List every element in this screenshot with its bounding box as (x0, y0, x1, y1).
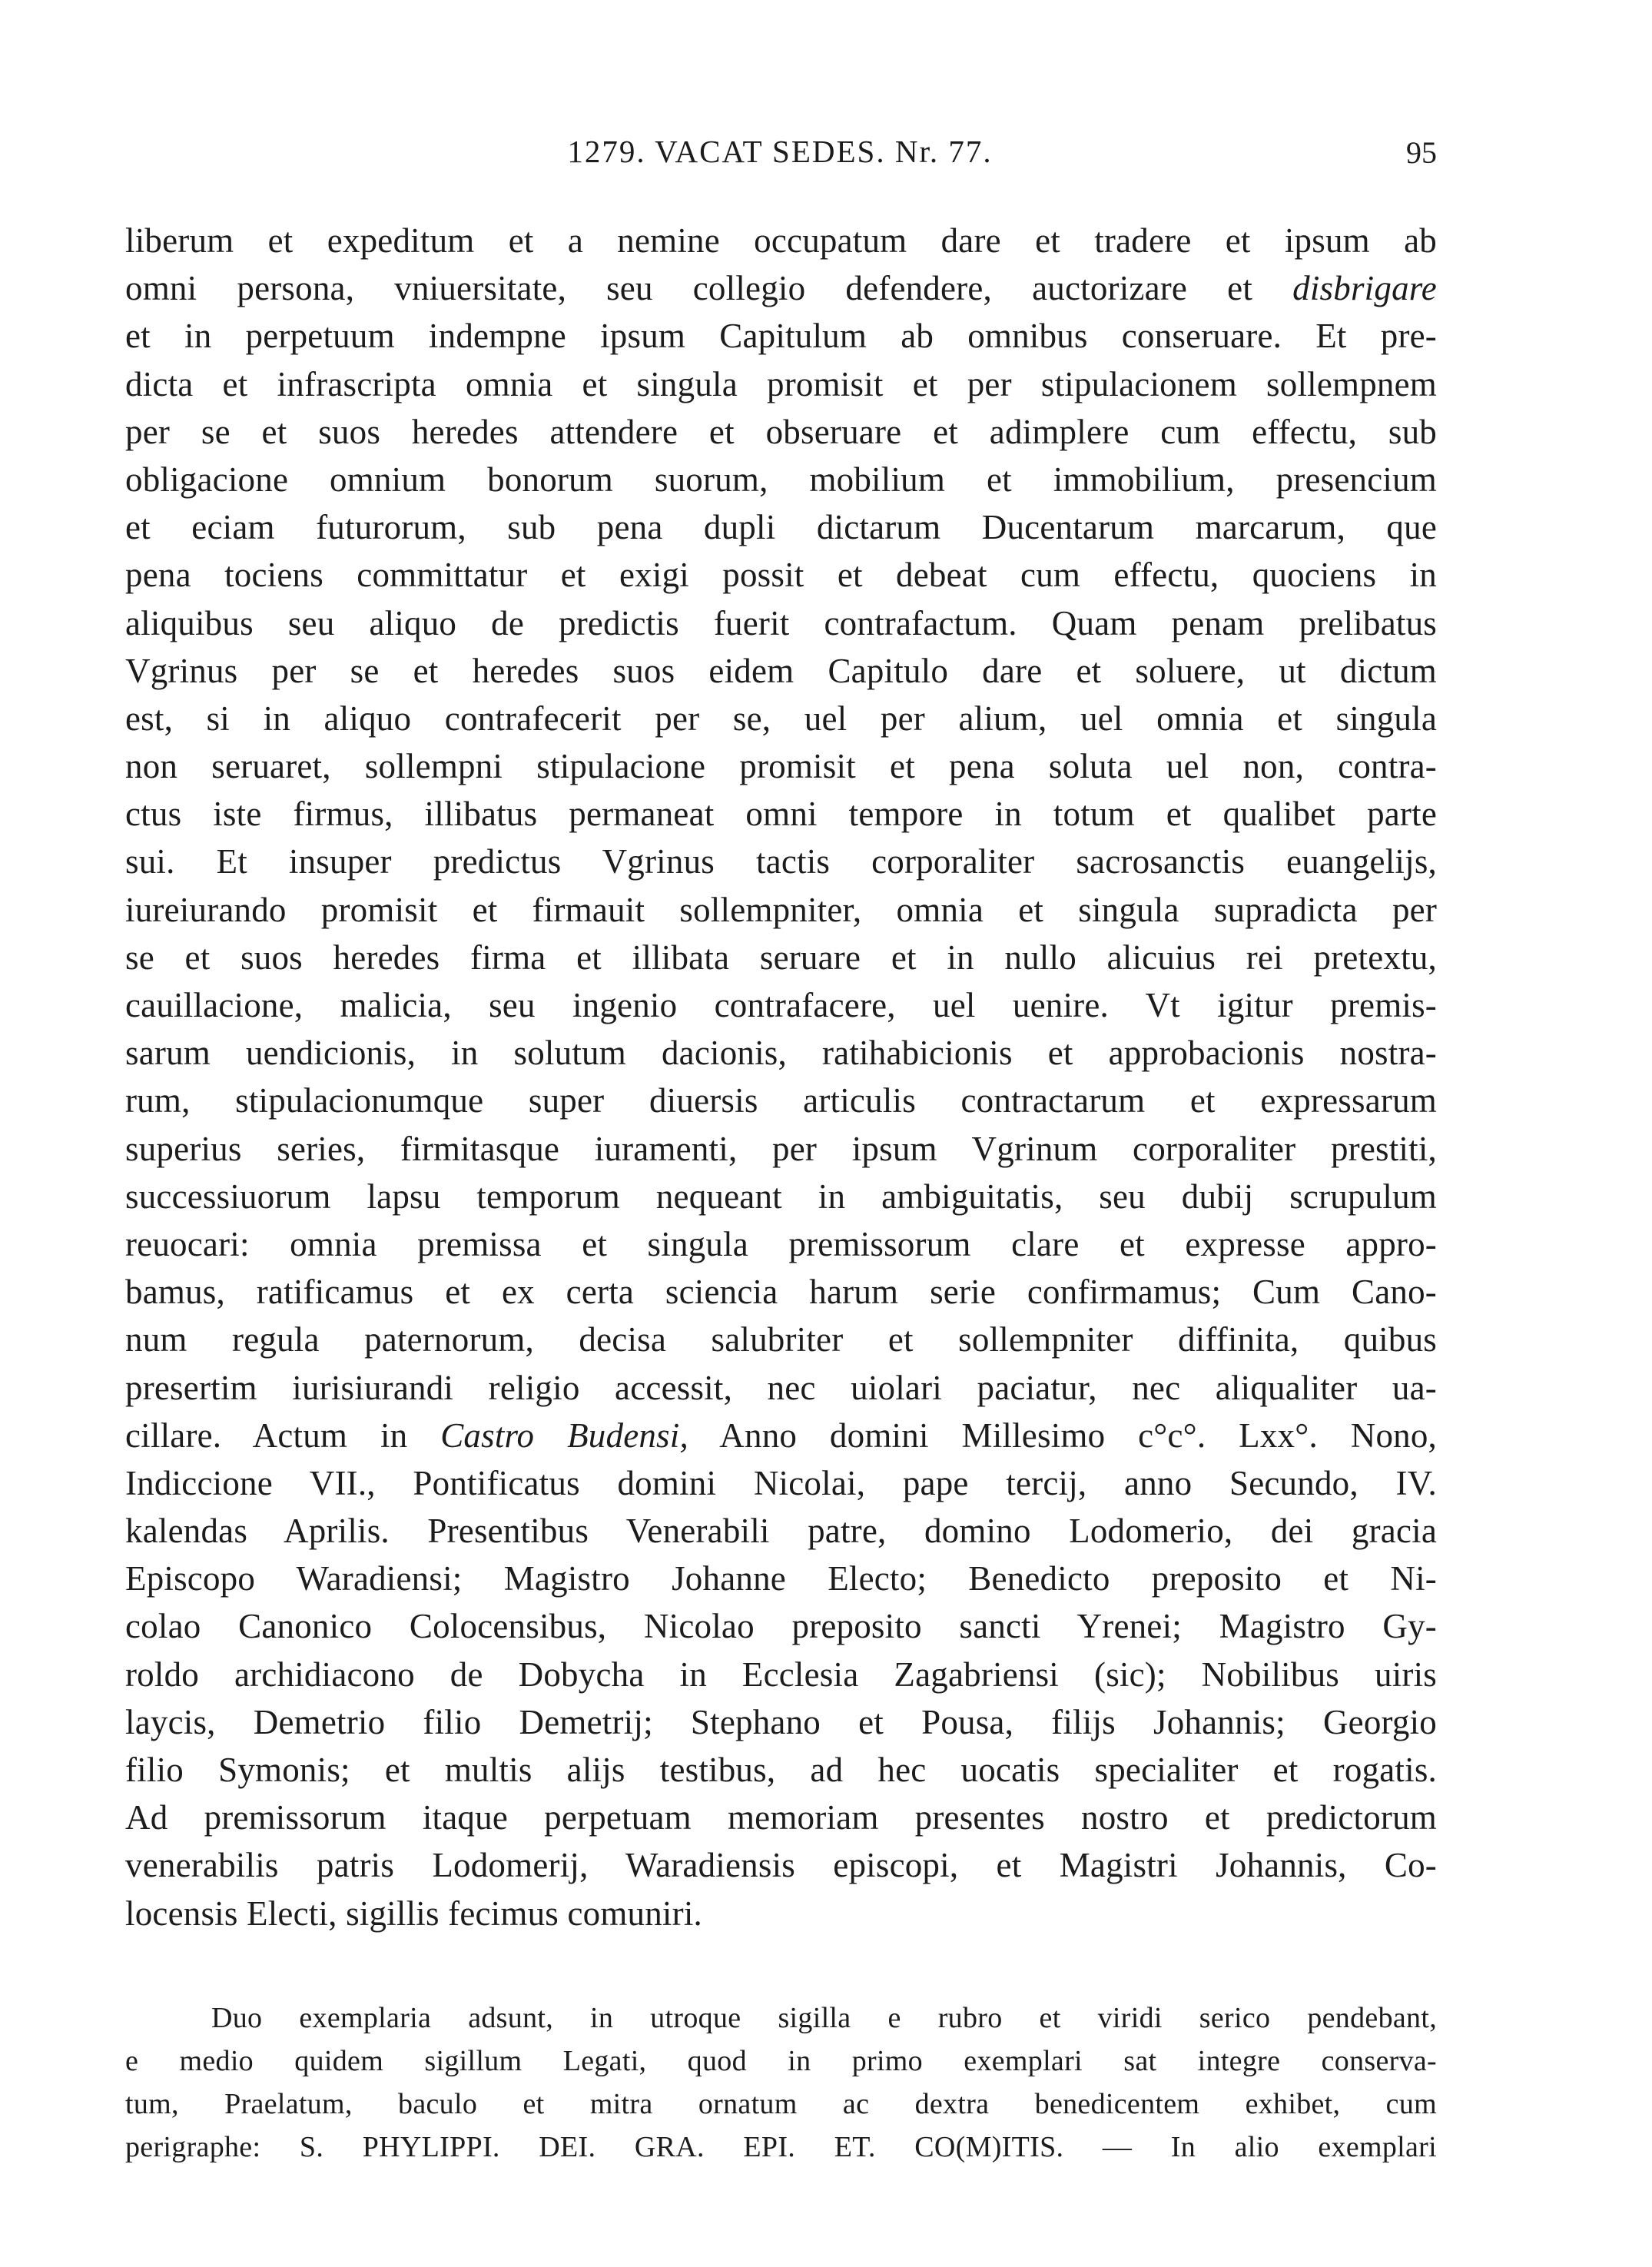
text-line: obligacione omnium bonorum suorum, mobilium et immobilium, presencium (125, 460, 1437, 499)
note-line: e medio quidem sigillum Legati, quod in primo exemplari sat integre conserva- (125, 2045, 1437, 2077)
text-line: colao Canonico Colocensibus, Nicolao preposito sancti Yrenei; Magistro Gy- (125, 1607, 1437, 1646)
text-line: locensis Electi, sigillis fecimus comuniri. (125, 1894, 702, 1933)
text-line: est, si in aliquo contrafecerit per se, uel per alium, uel omnia et singula (125, 699, 1437, 738)
page-number: 95 (1406, 135, 1437, 170)
text-line: aliquibus seu aliquo de predictis fuerit contrafactum. Quam penam prelibatus (125, 603, 1437, 642)
text-line: presertim iurisiurandi religio accessit, nec uiolari paciatur, nec aliqualiter ua- (125, 1368, 1437, 1407)
text-line: filio Symonis; et multis alijs testibus, ad hec uocatis specialiter et rogatis. (125, 1751, 1437, 1789)
text-line: rum, stipulacionumque super diuersis articulis contractarum et expressarum (125, 1081, 1437, 1120)
note-line: tum, Praelatum, baculo et mitra ornatum ac dextra benedicentem exhibet, cum (125, 2088, 1437, 2120)
text-line (125, 264, 1437, 312)
text-line: venerabilis patris Lodomerij, Waradiensis episcopi, et Magistri Johannis, Co- (125, 1846, 1437, 1885)
text-line: cauillacione, malicia, seu ingenio contrafacere, uel uenire. Vt igitur premis- (125, 986, 1437, 1024)
running-head-title: 1279. VACAT SEDES. Nr. 77. (567, 134, 993, 169)
text-line: roldo archidiacono de Dobycha in Ecclesia Zagabriensi (sic); Nobilibus uiris (125, 1655, 1437, 1694)
text-line: Ad premissorum itaque perpetuam memoriam presentes nostro et predictorum (125, 1798, 1437, 1837)
text-line: per se et suos heredes attendere et obseruare et adimplere cum effectu, sub (125, 412, 1437, 451)
text-line: bamus, ratificamus et ex certa sciencia harum serie confirmamus; Cum Cano- (125, 1273, 1437, 1312)
text-line: iureiurando promisit et firmauit sollempniter, omnia et singula supradicta per (125, 890, 1437, 929)
text-line: laycis, Demetrio filio Demetrij; Stephano et Pousa, filijs Johannis; Georgio (125, 1702, 1437, 1741)
text-line-part: omni persona, vniuersitate, seu collegio defendere, auctorizare et disbrigare (125, 269, 1437, 308)
text-line: pena tociens committatur et exigi possit et debeat cum effectu, quociens in (125, 556, 1437, 595)
text-line: Vgrinus per se et heredes suos eidem Capitulo dare et soluere, ut dictum (125, 651, 1437, 690)
text-line: non seruaret, sollempni stipulacione promisit et pena soluta uel non, contra- (125, 747, 1437, 786)
text-line (125, 1412, 1437, 1459)
text-line: ctus iste firmus, illibatus permaneat omni tempore in totum et qualibet parte (125, 795, 1437, 834)
text-line: reuocari: omnia premissa et singula premissorum clare et expresse appro- (125, 1224, 1437, 1263)
italic-word: disbrigare (1292, 269, 1437, 308)
note-line: perigraphe: S. PHYLIPPI. DEI. GRA. EPI. ET. CO(M)ITIS. — In alio exemplari (125, 2131, 1437, 2163)
text-line: num regula paternorum, decisa salubriter et sollempniter diffinita, quibus (125, 1320, 1437, 1359)
text-line: successiuorum lapsu temporum nequeant in ambiguitatis, seu dubij scrupulum (125, 1177, 1437, 1216)
text-line: Indiccione VII., Pontificatus domini Nicolai, pape tercij, anno Secundo, IV. (125, 1463, 1437, 1502)
text-line: sui. Et insuper predictus Vgrinus tactis corporaliter sacrosanctis euangelijs, (125, 842, 1437, 881)
text-line-part: cillare. Actum in Castro Budensi, Anno domini Millesimo c°c°. Lxx°. Nono, (125, 1416, 1437, 1455)
editorial-note (125, 1996, 1437, 2169)
text-line: dicta et infrascripta omnia et singula promisit et per stipulacionem sollempnem (125, 364, 1437, 403)
charter-text (125, 217, 1437, 1937)
text-line: se et suos heredes firma et illibata seruare et in nullo alicuius rei pretextu, (125, 938, 1437, 977)
text-line: sarum uendicionis, in solutum dacionis, ratihabicionis et approbacionis nostra- (125, 1034, 1437, 1073)
note-line: Duo exemplaria adsunt, in utroque sigilla e rubro et viridi serico pendebant, (211, 2002, 1437, 2034)
text-line: Episcopo Waradiensi; Magistro Johanne Electo; Benedicto preposito et Ni- (125, 1559, 1437, 1598)
text-line: et in perpetuum indempne ipsum Capitulum ab omnibus conseruare. Et pre- (125, 317, 1437, 356)
text-line: liberum et expeditum et a nemine occupatum dare et tradere et ipsum ab (125, 221, 1437, 260)
text-line: et eciam futurorum, sub pena dupli dictarum Ducentarum marcarum, que (125, 508, 1437, 547)
text-line: kalendas Aprilis. Presentibus Venerabili patre, domino Lodomerio, dei gracia (125, 1512, 1437, 1551)
running-head (123, 127, 1437, 173)
text-line: superius series, firmitasque iuramenti, per ipsum Vgrinum corporaliter prestiti, (125, 1129, 1437, 1168)
italic-place-name: Castro Budensi, (440, 1416, 688, 1455)
